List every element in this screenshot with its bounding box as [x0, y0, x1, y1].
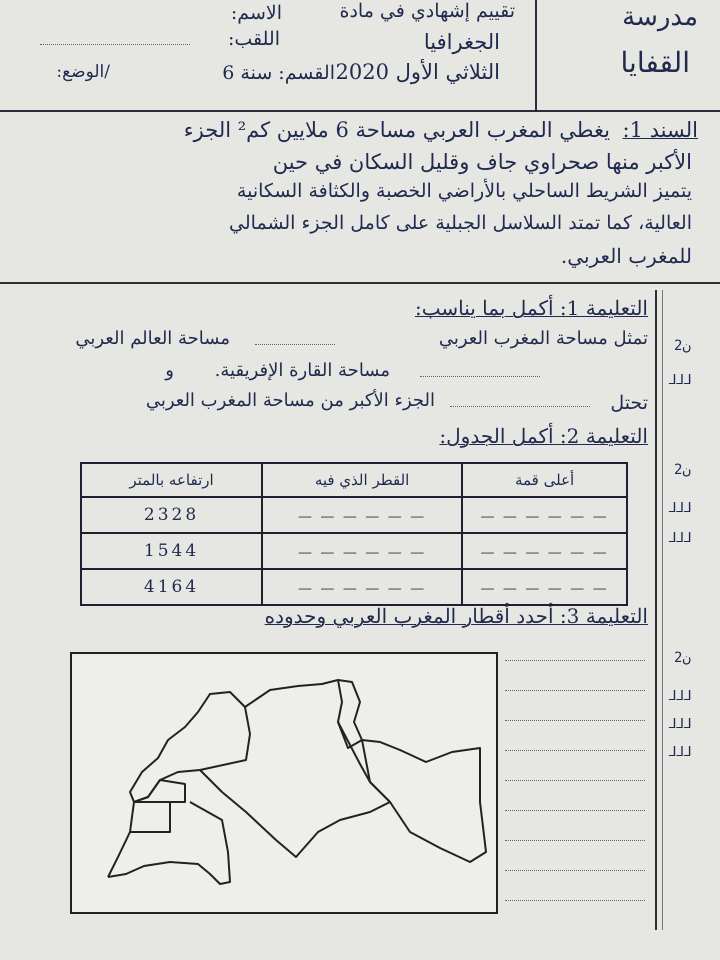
summit-cell[interactable]: — — — — — —: [462, 569, 627, 605]
country-cell[interactable]: — — — — — —: [262, 533, 462, 569]
task2-mark-total: 2ن: [674, 462, 691, 478]
exam-title: تقييم إشهادي في مادة: [339, 0, 515, 22]
height-cell: 4164: [81, 569, 262, 605]
task3-mark-2: ᒧᒧᒧ: [668, 716, 691, 732]
term: الثلاثي الأول 2020: [335, 60, 500, 84]
col-summit: أعلى قمة: [462, 463, 627, 497]
task1-line1-a: تمثل مساحة المغرب العربي: [438, 328, 648, 349]
text-block-label-text: السند 1:: [622, 118, 698, 142]
answer-line[interactable]: [505, 840, 645, 841]
answer-line[interactable]: [505, 750, 645, 751]
header-bottom-rule: [0, 110, 720, 112]
summits-table: [80, 462, 628, 606]
task2-title-text: التعليمة 2: أكمل الجدول:: [439, 424, 648, 448]
header-divider: [535, 0, 537, 112]
task1-line3-b: الجزء الأكبر من مساحة المغرب العربي: [145, 390, 435, 411]
school-label: مدرسة: [622, 2, 698, 32]
task3-title: [265, 604, 648, 628]
country-cell[interactable]: — — — — — —: [262, 569, 462, 605]
task1-line2-b: مساحة القارة الإفريقية.: [214, 360, 390, 381]
height-cell: 2328: [81, 497, 262, 533]
task1-line2-prefix: و: [165, 360, 174, 381]
maghreb-map: [70, 652, 500, 916]
name-label: الاسم:: [230, 2, 282, 24]
task3-mark-total: 2ن: [674, 650, 691, 666]
text-line-3: يتميز الشريط الساحلي بالأراضي الخصبة والكثافة السكانية: [236, 180, 692, 202]
task3-title-text: التعليمة 3: أحدد أقطار المغرب العربي وحدوده: [264, 604, 648, 628]
task1-title-text: التعليمة 1: أكمل بما يناسب:: [414, 296, 648, 320]
task1-blank-2[interactable]: [420, 376, 540, 377]
col-country: القطر الذي فيه: [262, 463, 462, 497]
task2-title: [439, 424, 648, 448]
task1-blank-1[interactable]: [255, 344, 335, 345]
text-line-2: الأكبر منها صحراوي جاف وقليل السكان في حين: [272, 150, 692, 174]
answer-line[interactable]: [505, 690, 645, 691]
text-block-bottom-rule: [0, 282, 720, 284]
margin-line: [655, 290, 657, 930]
col-height: ارتفاعه بالمتر: [81, 463, 262, 497]
task2-mark-2: ᒧᒧᒧ: [668, 530, 691, 546]
answer-line[interactable]: [505, 720, 645, 721]
text-line-4: العالية، كما تمتد السلاسل الجبلية على كامل الجزء الشمالي: [229, 212, 692, 234]
answer-line[interactable]: [505, 780, 645, 781]
subject: الجغرافيا: [423, 30, 500, 54]
answer-line[interactable]: [505, 900, 645, 901]
section-label: القسم: سنة 6: [222, 62, 335, 84]
task3-mark-3: ᒧᒧᒧ: [668, 744, 691, 760]
answer-line[interactable]: [505, 810, 645, 811]
table-row: [81, 497, 627, 533]
grade-label: /الوضع:: [56, 62, 110, 82]
answer-line[interactable]: [505, 660, 645, 661]
task1-title: [415, 296, 648, 320]
table-row: [81, 569, 627, 605]
answer-line[interactable]: [505, 870, 645, 871]
text-block-label: [623, 118, 698, 142]
task1-blank-3[interactable]: [450, 406, 590, 407]
margin-line-2: [662, 290, 663, 930]
text-line-5: للمغرب العربي.: [560, 244, 692, 268]
text-line-1: يغطي المغرب العربي مساحة 6 ملايين كم² الجزء: [183, 118, 610, 142]
country-cell[interactable]: — — — — — —: [262, 497, 462, 533]
task1-mark-total: 2ن: [674, 338, 691, 354]
summit-cell[interactable]: — — — — — —: [462, 533, 627, 569]
height-cell: 1544: [81, 533, 262, 569]
task1-line1-b: مساحة العالم العربي: [75, 328, 230, 349]
task2-mark-1: ᒧᒧᒧ: [668, 500, 691, 516]
task3-mark-1: ᒧᒧᒧ: [668, 688, 691, 704]
summit-cell[interactable]: — — — — — —: [462, 497, 627, 533]
surname-blank: [40, 44, 190, 45]
task1-mark-1: ᒧᒧᒧ: [668, 372, 691, 388]
school-name: القفايا: [620, 46, 690, 79]
task1-line3-a: تحتل: [610, 392, 648, 414]
surname-label: اللقب:: [227, 28, 280, 50]
table-row: [81, 533, 627, 569]
